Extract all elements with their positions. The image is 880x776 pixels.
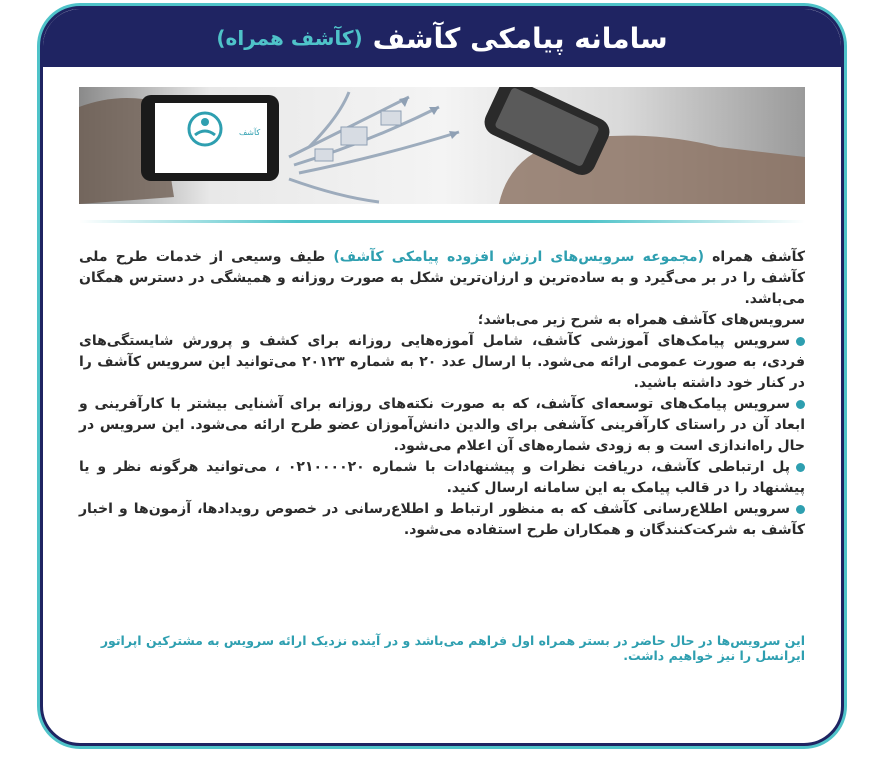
bullet-icon bbox=[796, 463, 805, 472]
bullet-icon bbox=[796, 337, 805, 346]
footer-note: این سرویس‌ها در حال حاضر در بستر همراه اول فراهم می‌باشد و در آینده نزدیک ارائه سرویس به مشترکین اپراتور ایرانسل را نیز خواهیم داشت. bbox=[100, 633, 805, 663]
banner-image bbox=[79, 87, 805, 204]
intro-rest: طیف وسیعی از خدمات طرح ملی کآشف را در بر می‌گیرد و به ساده‌ترین و ارزان‌ترین شکل به صورت روزانه و همیشگی در دسترس همگان می‌باشد. bbox=[79, 249, 805, 307]
svg-text:کآشف: کآشف bbox=[239, 128, 261, 137]
main-card bbox=[40, 6, 844, 746]
list-item bbox=[79, 331, 805, 394]
intro-line2: سرویس‌های کآشف همراه به شرح زیر می‌باشد؛ bbox=[477, 312, 805, 328]
page-subtitle: (کآشف همراه) bbox=[216, 26, 363, 50]
phones-illustration bbox=[79, 87, 805, 204]
divider bbox=[79, 220, 805, 223]
intro-paragraph bbox=[79, 247, 805, 310]
bullet-icon bbox=[796, 505, 805, 514]
intro-lead: کآشف همراه bbox=[712, 249, 805, 265]
item-text: سرویس پیامک‌های آموزشی کآشف، شامل آموزه‌هایی روزانه برای کشف و پرورش شایستگی‌های فردی، به صورت عمومی ارائه می‌شود. با ارسال عدد ۲۰ به شماره ۲۰۱۲۳ می‌توانید این سرویس کآشف را در کنار خود داشته باشید. bbox=[79, 333, 805, 391]
item-text: سرویس پیامک‌های توسعه‌ای کآشف، که به صورت نکته‌های روزانه برای آشنایی بیشتر با کارآفرینی و ابعاد آن در راستای کارآفرینی کآشفی برای والدین دانش‌آموزان عضو طرح ارائه می‌شود. این سرویس در حال راه‌اندازی است و به زودی شماره‌های آن اعلام می‌شود. bbox=[79, 396, 805, 454]
intro-highlight: (مجموعه سرویس‌های ارزش افزوده پیامکی کآشف) bbox=[333, 249, 704, 265]
header-bar bbox=[43, 9, 841, 67]
list-item bbox=[79, 499, 805, 541]
bullet-icon bbox=[796, 400, 805, 409]
item-text: سرویس اطلاع‌رسانی کآشف که به منظور ارتباط و اطلاع‌رسانی در خصوص رویدادها، آزمون‌ها و اخبار کآشف به شرکت‌کنندگان و همکاران طرح استفاده می‌شود. bbox=[79, 501, 805, 538]
page-title: سامانه پیامکی کآشف bbox=[372, 21, 668, 55]
description bbox=[79, 247, 805, 541]
list-item bbox=[79, 394, 805, 457]
list-item bbox=[79, 457, 805, 499]
item-text: پل ارتباطی کآشف، دریافت نظرات و پیشنهادات با شماره ۰۲۱۰۰۰۰۲۰ ، می‌توانید هرگونه نظر و یا پیشنهاد را در قالب پیامک به این سامانه ارسال کنید. bbox=[79, 459, 805, 496]
